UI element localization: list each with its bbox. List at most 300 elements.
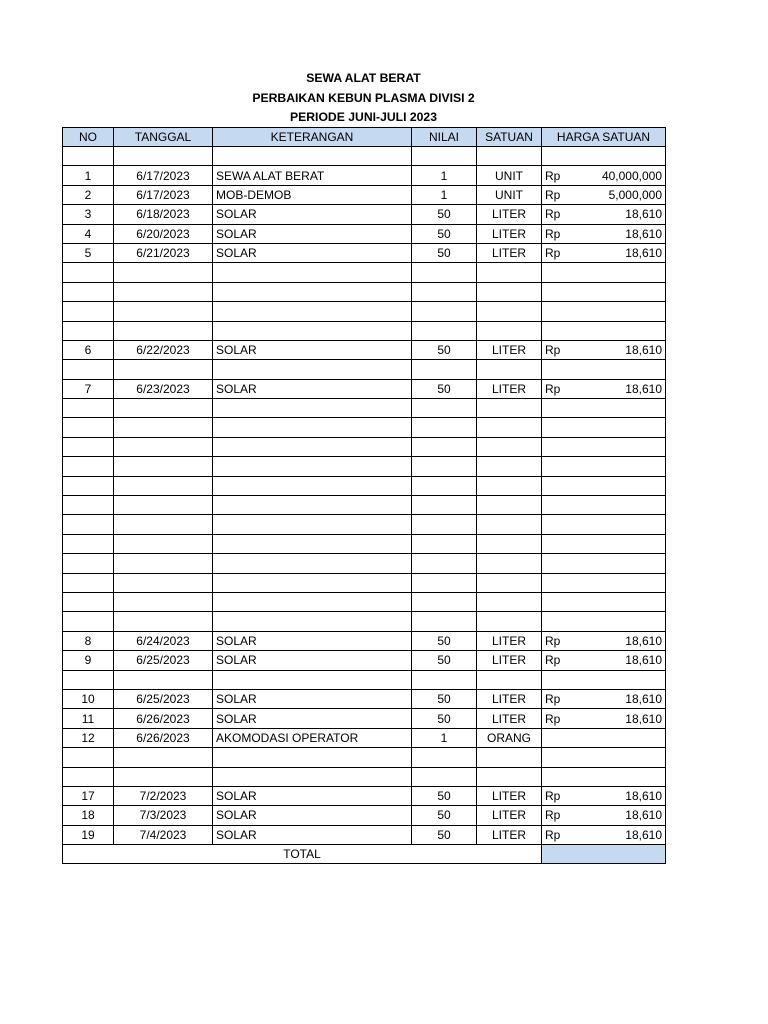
cell-no[interactable] [63,457,114,476]
cell-no[interactable]: 5 [63,243,114,262]
cell-tanggal[interactable] [114,263,213,282]
cell-keterangan[interactable] [213,360,412,379]
cell-tanggal[interactable] [114,612,213,631]
cell-tanggal[interactable]: 6/24/2023 [114,631,213,650]
table-row [63,748,666,767]
harga-amount: 18,610 [625,343,662,358]
cell-nilai[interactable] [412,302,477,321]
cell-nilai[interactable]: 50 [412,689,477,708]
cell-satuan[interactable] [477,437,542,456]
cell-satuan[interactable]: LITER [477,689,542,708]
cell-satuan[interactable] [477,321,542,340]
table-row [63,282,666,301]
cell-nilai[interactable]: 50 [412,825,477,844]
cell-harga-satuan[interactable] [542,786,666,805]
cell-harga-satuan[interactable] [542,147,666,166]
table-row [63,806,666,825]
cell-nilai[interactable] [412,418,477,437]
cell-harga-satuan[interactable] [542,476,666,495]
cell-satuan[interactable] [477,534,542,553]
cell-satuan[interactable] [477,457,542,476]
table-row [63,728,666,747]
cell-no[interactable] [63,147,114,166]
cell-satuan[interactable] [477,263,542,282]
cell-tanggal[interactable] [114,302,213,321]
cell-satuan[interactable]: LITER [477,379,542,398]
table-row [63,631,666,650]
total-value[interactable] [542,845,666,864]
report-title: SEWA ALAT BERAT [306,71,421,85]
cell-satuan[interactable]: LITER [477,340,542,359]
cell-no[interactable] [63,496,114,515]
cell-keterangan[interactable] [213,670,412,689]
cell-nilai[interactable] [412,592,477,611]
cell-keterangan[interactable] [213,263,412,282]
harga-amount: 40,000,000 [601,168,662,183]
rental-cost-table [62,127,666,864]
cell-nilai[interactable]: 50 [412,806,477,825]
cell-nilai[interactable] [412,496,477,515]
cell-harga-satuan[interactable] [542,806,666,825]
table-row [63,437,666,456]
cell-satuan[interactable] [477,592,542,611]
cell-no[interactable] [63,476,114,495]
cell-harga-satuan[interactable] [542,243,666,262]
cell-tanggal[interactable] [114,282,213,301]
cell-no[interactable]: 19 [63,825,114,844]
cell-nilai[interactable]: 1 [412,728,477,747]
cell-harga-satuan[interactable] [542,534,666,553]
cell-harga-satuan[interactable] [542,670,666,689]
cell-harga-satuan[interactable] [542,282,666,301]
cell-tanggal[interactable]: 6/26/2023 [114,709,213,728]
cell-satuan[interactable] [477,515,542,534]
cell-no[interactable] [63,767,114,786]
cell-harga-satuan[interactable] [542,651,666,670]
currency-label: Rp [545,808,561,823]
table-row [63,612,666,631]
table-row [63,321,666,340]
harga-wrapper [545,167,662,185]
currency-label: Rp [545,789,561,804]
cell-harga-satuan[interactable] [542,689,666,708]
harga-wrapper [545,244,662,262]
harga-wrapper [545,806,662,824]
cell-harga-satuan[interactable] [542,573,666,592]
currency-label: Rp [545,692,561,707]
cell-tanggal[interactable] [114,515,213,534]
cell-harga-satuan[interactable] [542,709,666,728]
table-row [63,515,666,534]
report-subtitle: PERBAIKAN KEBUN PLASMA DIVISI 2 [252,90,475,105]
cell-harga-satuan[interactable] [542,205,666,224]
cell-nilai[interactable] [412,437,477,456]
cell-nilai[interactable]: 1 [412,185,477,204]
cell-nilai[interactable]: 50 [412,340,477,359]
cell-tanggal[interactable]: 6/17/2023 [114,185,213,204]
cell-no[interactable]: 11 [63,709,114,728]
cell-keterangan[interactable]: SOLAR [213,379,412,398]
currency-label: Rp [545,226,561,241]
table-row [63,786,666,805]
harga-wrapper [545,710,662,728]
cell-nilai[interactable] [412,263,477,282]
cell-harga-satuan[interactable] [542,631,666,650]
cell-satuan[interactable] [477,670,542,689]
cell-no[interactable] [63,321,114,340]
cell-tanggal[interactable] [114,147,213,166]
cell-keterangan[interactable] [213,282,412,301]
cell-satuan[interactable]: UNIT [477,166,542,185]
cell-harga-satuan[interactable] [542,185,666,204]
cell-tanggal[interactable]: 6/17/2023 [114,166,213,185]
cell-nilai[interactable]: 50 [412,631,477,650]
cell-harga-satuan[interactable] [542,748,666,767]
table-row [63,651,666,670]
cell-satuan[interactable]: ORANG [477,728,542,747]
cell-no[interactable]: 1 [63,166,114,185]
table-row [63,709,666,728]
table-row [63,670,666,689]
cell-satuan[interactable]: LITER [477,243,542,262]
cell-harga-satuan[interactable] [542,515,666,534]
currency-label: Rp [545,168,561,183]
table-row [63,476,666,495]
table-row [63,496,666,515]
cell-tanggal[interactable] [114,670,213,689]
cell-harga-satuan[interactable] [542,437,666,456]
cell-satuan[interactable]: LITER [477,786,542,805]
cell-nilai[interactable] [412,748,477,767]
cell-satuan[interactable] [477,573,542,592]
cell-nilai[interactable] [412,612,477,631]
cell-tanggal[interactable]: 6/18/2023 [114,205,213,224]
cell-no[interactable] [63,670,114,689]
total-label[interactable]: TOTAL [63,845,542,864]
cell-satuan[interactable] [477,748,542,767]
cell-no[interactable] [63,554,114,573]
cell-keterangan[interactable] [213,515,412,534]
harga-wrapper [545,205,662,223]
table-row [63,767,666,786]
cell-no[interactable] [63,302,114,321]
cell-tanggal[interactable]: 6/23/2023 [114,379,213,398]
cell-harga-satuan[interactable] [542,379,666,398]
table-row [63,340,666,359]
cell-tanggal[interactable]: 6/25/2023 [114,651,213,670]
cell-harga-satuan[interactable] [542,166,666,185]
cell-satuan[interactable] [477,612,542,631]
cell-no[interactable]: 17 [63,786,114,805]
cell-harga-satuan[interactable] [542,767,666,786]
cell-harga-satuan[interactable] [542,554,666,573]
cell-keterangan[interactable] [213,573,412,592]
cell-tanggal[interactable]: 7/4/2023 [114,825,213,844]
cell-harga-satuan[interactable] [542,825,666,844]
table-row [63,302,666,321]
cell-nilai[interactable] [412,360,477,379]
cell-nilai[interactable]: 50 [412,205,477,224]
cell-no[interactable] [63,573,114,592]
cell-no[interactable]: 3 [63,205,114,224]
report-period: PERIODE JUNI-JULI 2023 [290,110,437,124]
cell-satuan[interactable] [477,496,542,515]
harga-wrapper [545,690,662,708]
cell-nilai[interactable] [412,457,477,476]
col-header-keterangan[interactable]: KETERANGAN [213,128,412,147]
cell-nilai[interactable] [412,767,477,786]
cell-keterangan[interactable] [213,437,412,456]
cell-satuan[interactable] [477,767,542,786]
cell-satuan[interactable]: LITER [477,825,542,844]
harga-amount: 18,610 [625,226,662,241]
harga-amount: 18,610 [625,827,662,842]
cell-harga-satuan[interactable] [542,728,666,747]
harga-wrapper [545,341,662,359]
cell-nilai[interactable] [412,534,477,553]
cell-keterangan[interactable]: SOLAR [213,651,412,670]
cell-tanggal[interactable] [114,592,213,611]
cell-satuan[interactable]: LITER [477,806,542,825]
cell-nilai[interactable] [412,554,477,573]
cell-keterangan[interactable] [213,457,412,476]
cell-tanggal[interactable] [114,496,213,515]
table-row [63,554,666,573]
cell-no[interactable] [63,399,114,418]
cell-harga-satuan[interactable] [542,457,666,476]
cell-harga-satuan[interactable] [542,224,666,243]
cell-nilai[interactable]: 50 [412,379,477,398]
cell-keterangan[interactable]: SOLAR [213,631,412,650]
cell-keterangan[interactable]: SOLAR [213,806,412,825]
cell-keterangan[interactable]: SOLAR [213,825,412,844]
cell-harga-satuan[interactable] [542,340,666,359]
cell-no[interactable] [63,263,114,282]
cell-tanggal[interactable]: 6/22/2023 [114,340,213,359]
cell-tanggal[interactable] [114,418,213,437]
harga-wrapper [545,787,662,805]
cell-satuan[interactable]: LITER [477,224,542,243]
cell-keterangan[interactable] [213,418,412,437]
table-body [63,147,666,845]
cell-no[interactable] [63,592,114,611]
harga-amount: 18,610 [625,653,662,668]
cell-no[interactable]: 9 [63,651,114,670]
table-row [63,573,666,592]
table-row [63,592,666,611]
cell-keterangan[interactable]: SOLAR [213,786,412,805]
cell-no[interactable]: 10 [63,689,114,708]
cell-tanggal[interactable]: 6/21/2023 [114,243,213,262]
cell-tanggal[interactable]: 6/26/2023 [114,728,213,747]
col-header-harga-satuan[interactable]: HARGA SATUAN [542,128,666,147]
cell-no[interactable]: 6 [63,340,114,359]
cell-satuan[interactable]: LITER [477,631,542,650]
cell-satuan[interactable] [477,302,542,321]
cell-keterangan[interactable] [213,748,412,767]
cell-keterangan[interactable] [213,554,412,573]
cell-tanggal[interactable]: 7/3/2023 [114,806,213,825]
cell-tanggal[interactable]: 7/2/2023 [114,786,213,805]
currency-label: Rp [545,653,561,668]
harga-wrapper [545,651,662,669]
currency-label: Rp [545,207,561,222]
cell-tanggal[interactable] [114,573,213,592]
cell-no[interactable] [63,437,114,456]
cell-keterangan[interactable] [213,321,412,340]
cell-satuan[interactable] [477,360,542,379]
cell-nilai[interactable]: 50 [412,243,477,262]
cell-tanggal[interactable] [114,554,213,573]
cell-satuan[interactable]: LITER [477,709,542,728]
cell-tanggal[interactable] [114,321,213,340]
cell-nilai[interactable] [412,282,477,301]
cell-nilai[interactable] [412,573,477,592]
harga-wrapper [545,186,662,204]
cell-keterangan[interactable]: SOLAR [213,340,412,359]
table-row [63,263,666,282]
cell-keterangan[interactable]: AKOMODASI OPERATOR [213,728,412,747]
cell-no[interactable]: 2 [63,185,114,204]
table-row [63,205,666,224]
cell-harga-satuan[interactable] [542,592,666,611]
cell-no[interactable]: 7 [63,379,114,398]
table-row [63,360,666,379]
cell-no[interactable] [63,360,114,379]
cell-satuan[interactable]: UNIT [477,185,542,204]
cell-nilai[interactable] [412,321,477,340]
harga-amount: 18,610 [625,692,662,707]
cell-satuan[interactable] [477,554,542,573]
cell-nilai[interactable] [412,399,477,418]
cell-harga-satuan[interactable] [542,399,666,418]
harga-amount: 18,610 [625,711,662,726]
harga-amount: 18,610 [625,789,662,804]
cell-satuan[interactable] [477,282,542,301]
cell-keterangan[interactable]: SOLAR [213,224,412,243]
total-row [63,845,666,864]
cell-keterangan[interactable] [213,476,412,495]
cell-nilai[interactable] [412,515,477,534]
harga-wrapper [545,380,662,398]
harga-amount: 18,610 [625,207,662,222]
cell-satuan[interactable]: LITER [477,651,542,670]
cell-nilai[interactable]: 50 [412,224,477,243]
table-row [63,399,666,418]
cell-no[interactable]: 18 [63,806,114,825]
currency-label: Rp [545,381,561,396]
cell-tanggal[interactable] [114,457,213,476]
currency-label: Rp [545,343,561,358]
table-row [63,185,666,204]
cell-tanggal[interactable]: 6/20/2023 [114,224,213,243]
harga-amount: 18,610 [625,246,662,261]
harga-amount: 18,610 [625,381,662,396]
harga-amount: 18,610 [625,808,662,823]
cell-nilai[interactable]: 50 [412,709,477,728]
cell-no[interactable] [63,418,114,437]
table-row [63,534,666,553]
cell-tanggal[interactable] [114,360,213,379]
cell-harga-satuan[interactable] [542,302,666,321]
cell-keterangan[interactable] [213,612,412,631]
cell-satuan[interactable] [477,399,542,418]
cell-satuan[interactable] [477,147,542,166]
cell-no[interactable] [63,515,114,534]
cell-harga-satuan[interactable] [542,263,666,282]
cell-tanggal[interactable]: 6/25/2023 [114,689,213,708]
cell-no[interactable] [63,748,114,767]
cell-harga-satuan[interactable] [542,360,666,379]
cell-harga-satuan[interactable] [542,418,666,437]
currency-label: Rp [545,187,561,202]
table-row [63,243,666,262]
cell-keterangan[interactable] [213,496,412,515]
cell-harga-satuan[interactable] [542,496,666,515]
harga-amount: 5,000,000 [608,187,662,202]
cell-tanggal[interactable] [114,399,213,418]
cell-keterangan[interactable]: MOB-DEMOB [213,185,412,204]
currency-label: Rp [545,711,561,726]
cell-keterangan[interactable] [213,534,412,553]
col-header-nilai[interactable]: NILAI [412,128,477,147]
cell-tanggal[interactable] [114,437,213,456]
cell-tanggal[interactable] [114,534,213,553]
cell-satuan[interactable]: LITER [477,205,542,224]
cell-keterangan[interactable] [213,767,412,786]
cell-satuan[interactable] [477,418,542,437]
cell-nilai[interactable]: 50 [412,651,477,670]
col-header-no[interactable]: NO [63,128,114,147]
col-header-tanggal[interactable]: TANGGAL [114,128,213,147]
table-row [63,457,666,476]
harga-wrapper [545,225,662,243]
harga-wrapper [545,632,662,650]
cell-keterangan[interactable]: SOLAR [213,243,412,262]
cell-no[interactable] [63,282,114,301]
cell-no[interactable] [63,612,114,631]
cell-harga-satuan[interactable] [542,321,666,340]
cell-no[interactable]: 12 [63,728,114,747]
cell-tanggal[interactable] [114,476,213,495]
cell-tanggal[interactable] [114,748,213,767]
report-title-block [62,69,665,128]
cell-keterangan[interactable]: SOLAR [213,689,412,708]
cell-no[interactable] [63,534,114,553]
cell-keterangan[interactable] [213,302,412,321]
cell-harga-satuan[interactable] [542,612,666,631]
cell-nilai[interactable] [412,476,477,495]
currency-label: Rp [545,633,561,648]
cell-keterangan[interactable] [213,592,412,611]
cell-keterangan[interactable]: SOLAR [213,709,412,728]
cell-keterangan[interactable] [213,147,412,166]
cell-nilai[interactable]: 50 [412,786,477,805]
cell-keterangan[interactable] [213,399,412,418]
cell-nilai[interactable] [412,670,477,689]
cell-no[interactable]: 4 [63,224,114,243]
cell-satuan[interactable] [477,476,542,495]
table-row [63,147,666,166]
cell-nilai[interactable]: 1 [412,166,477,185]
col-header-satuan[interactable]: SATUAN [477,128,542,147]
header-row [63,128,666,147]
cell-keterangan[interactable]: SOLAR [213,205,412,224]
cell-tanggal[interactable] [114,767,213,786]
cell-nilai[interactable] [412,147,477,166]
cell-no[interactable]: 8 [63,631,114,650]
cell-keterangan[interactable]: SEWA ALAT BERAT [213,166,412,185]
